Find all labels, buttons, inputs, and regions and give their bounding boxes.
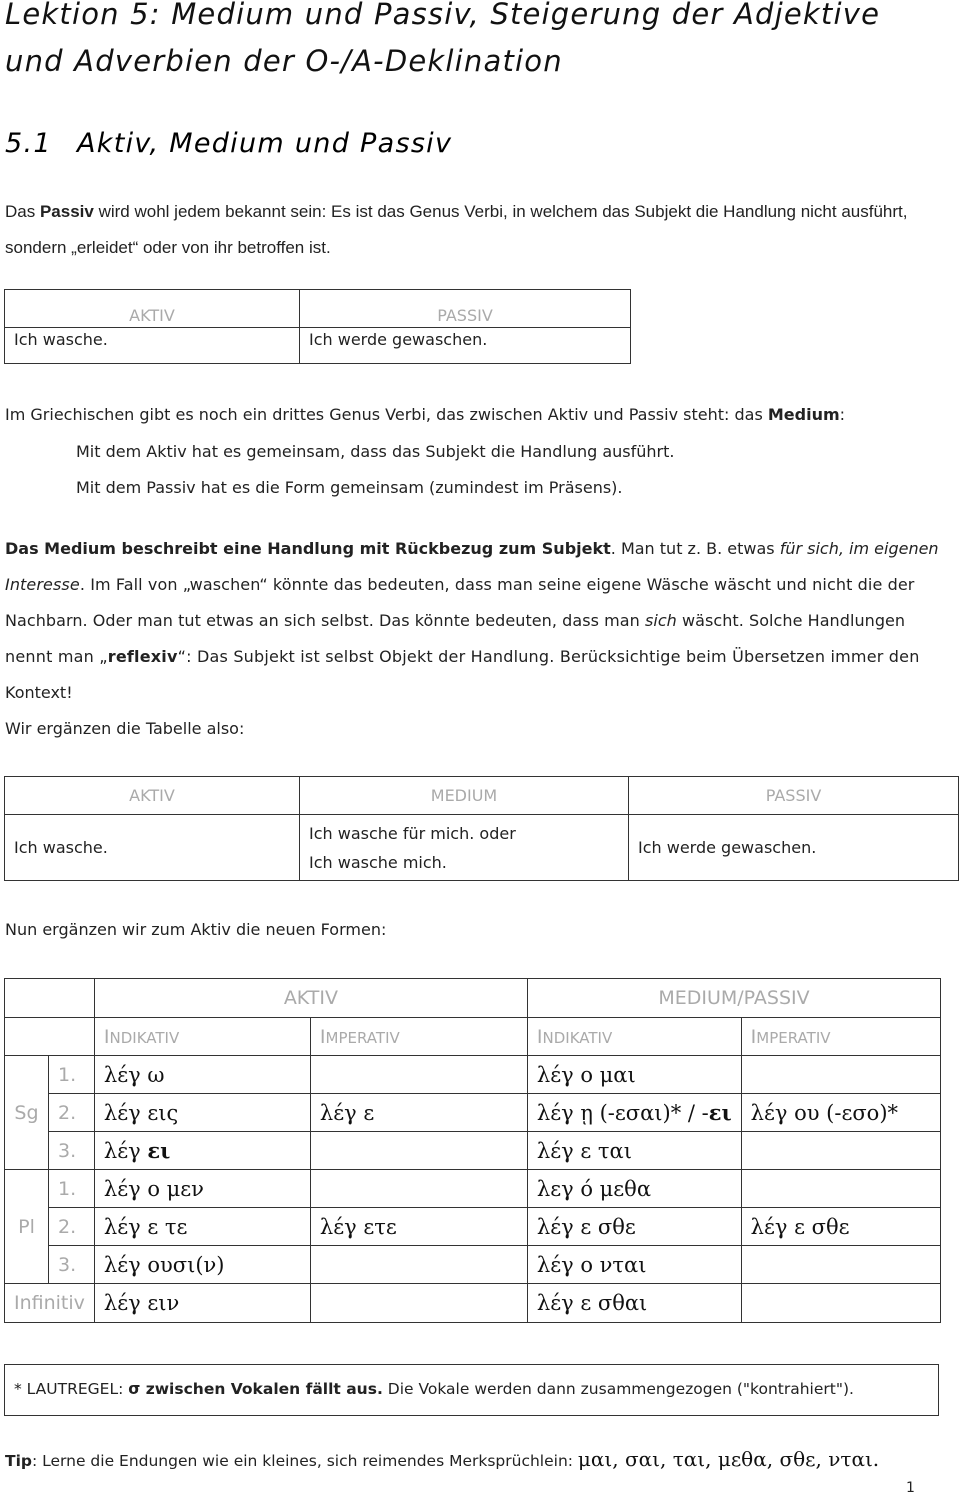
t3-inf-aktiv: λέγ ειν <box>94 1284 310 1323</box>
t3-cell: λέγ ο μεν <box>94 1170 310 1208</box>
medium-intro-bold: Medium <box>767 405 840 424</box>
t2-aktiv: Ich wasche. <box>5 815 300 881</box>
medium-intro <box>5 405 845 424</box>
rule-prefix: * LAUTREGEL: <box>14 1380 129 1398</box>
conjugation-table <box>4 978 941 1323</box>
table3-intro: Nun ergänzen wir zum Aktiv die neuen Formen: <box>5 920 387 939</box>
t3-sub-ind-aktiv <box>94 1018 310 1056</box>
t3-cell <box>741 1170 940 1208</box>
t3-label-infinitiv: Infinitiv <box>5 1284 95 1323</box>
t3-row-num: 1. <box>48 1056 94 1094</box>
t1-aktiv: Ich wasche. <box>5 328 300 364</box>
medium-desc-l1-rest: . Man tut z. B. etwas <box>610 539 780 558</box>
medium-desc-line2 <box>5 575 914 594</box>
medium-desc-bold: Das Medium beschreibt eine Handlung mit Rückbezug zum Subjekt <box>5 539 611 558</box>
t2-header-aktiv: AKTIV <box>5 777 300 815</box>
page-title-line1: Lektion 5: Medium und Passiv, Steigerung der Adjektive <box>5 0 881 31</box>
t2-medium <box>300 815 629 881</box>
t3-cell-text: λέγ <box>103 1139 148 1163</box>
t3-cell <box>310 1132 527 1170</box>
t3-cell <box>94 1132 310 1170</box>
intro-paragraph <box>5 194 935 266</box>
t3-cell: λέγ ε σθε <box>527 1208 741 1246</box>
medium-desc-l2-italic: Interesse <box>5 575 80 594</box>
t3-sub-imp-medium <box>741 1018 940 1056</box>
t3-cell: λέγ εις <box>94 1094 310 1132</box>
t3-ind-aktiv-rest: NDIKATIV <box>109 1028 180 1047</box>
t3-cell <box>741 1056 940 1094</box>
medium-desc-line3 <box>5 611 905 630</box>
t3-cell-text: λέγ ῃ (-εσαι)* / - <box>536 1101 709 1125</box>
t3-imp-medium-initial: I <box>750 1025 757 1048</box>
t3-cell: λέγ ο μαι <box>527 1056 741 1094</box>
table-aktiv-passiv <box>4 289 631 364</box>
t3-cell <box>527 1094 741 1132</box>
t1-header-passiv: PASSIV <box>300 290 631 328</box>
medium-desc-l3-a: Nachbarn. Oder man tut etwas an sich selbst. Das könnte bedeuten, dass man <box>5 611 645 630</box>
t3-cell <box>741 1246 940 1284</box>
t3-row-num: 2. <box>48 1208 94 1246</box>
section-heading <box>5 128 452 159</box>
t3-cell: λέγ ετε <box>310 1208 527 1246</box>
medium-intro-end: : <box>839 405 846 424</box>
t2-medium-line2: Ich wasche mich. <box>309 852 447 872</box>
t3-cell: λέγ ε τε <box>94 1208 310 1246</box>
t3-sub-imp-aktiv <box>310 1018 527 1056</box>
intro-text-c: wird wohl jedem bekannt sein: Es ist das Genus Verbi, in welchem das Subjekt die Handlung nicht ausführt, sondern „erleidet“ oder von ihr betroffen ist. <box>5 202 908 257</box>
t3-cell: λέγ ουσι(ν) <box>94 1246 310 1284</box>
t3-cell: λέγ ε <box>310 1094 527 1132</box>
intro-text-a: Das <box>5 202 40 221</box>
t3-ind-medium-initial: I <box>536 1025 543 1048</box>
t3-label-pl: Pl <box>5 1170 49 1284</box>
t3-inf-aktiv-imp <box>310 1284 527 1323</box>
medium-desc-line5: Kontext! <box>5 683 73 702</box>
t2-passiv: Ich werde gewaschen. <box>629 815 959 881</box>
page-title-line2: und Adverbien der O-/A-Deklination <box>5 44 563 78</box>
medium-intro-text: Im Griechischen gibt es noch ein drittes Genus Verbi, das zwischen Aktiv und Passiv steht: das <box>5 405 768 424</box>
t2-medium-line1: Ich wasche für mich. oder <box>309 823 516 843</box>
table-aktiv-medium-passiv <box>4 776 959 881</box>
rule-rest: Die Vokale werden dann zusammengezogen ("kontrahiert"). <box>382 1380 854 1398</box>
t3-row-num: 2. <box>48 1094 94 1132</box>
section-number: 5.1 <box>5 128 52 159</box>
t3-cell: λέγ ε ται <box>527 1132 741 1170</box>
t3-empty-corner <box>5 979 95 1018</box>
t3-cell: λέγ ε σθε <box>741 1208 940 1246</box>
t1-header-aktiv: AKTIV <box>5 290 300 328</box>
t3-ind-medium-rest: NDIKATIV <box>542 1028 613 1047</box>
t1-passiv: Ich werde gewaschen. <box>300 328 631 364</box>
medium-desc-l3-b: wäscht. Solche Handlungen <box>676 611 906 630</box>
t3-imp-aktiv-initial: I <box>319 1025 326 1048</box>
t3-ind-aktiv-initial: I <box>103 1025 110 1048</box>
section-title: Aktiv, Medium und Passiv <box>77 128 453 159</box>
t3-label-sg: Sg <box>5 1056 49 1170</box>
medium-desc-l4-a: nennt man „ <box>5 647 108 666</box>
t2-header-medium: MEDIUM <box>300 777 629 815</box>
medium-desc-line4 <box>5 647 920 666</box>
t3-cell <box>741 1132 940 1170</box>
t3-imp-aktiv-rest: MPERATIV <box>325 1028 400 1047</box>
intro-bold-passiv: Passiv <box>39 202 94 221</box>
medium-point-1: Mit dem Aktiv hat es gemeinsam, dass das Subjekt die Handlung ausführt. <box>76 442 675 461</box>
tip-text: : Lerne die Endungen wie ein kleines, sich reimendes Merksprüchlein: <box>31 1452 578 1470</box>
t3-row-num: 3. <box>48 1246 94 1284</box>
tip-bold: Tip <box>5 1452 32 1470</box>
t3-inf-medium-imp <box>741 1284 940 1323</box>
rule-bold: σ zwischen Vokalen fällt aus. <box>128 1380 383 1398</box>
t3-cell <box>310 1246 527 1284</box>
tip-line <box>5 1447 879 1471</box>
medium-desc-l4-bold: reflexiv <box>107 647 178 666</box>
table2-intro: Wir ergänzen die Tabelle also: <box>5 719 245 738</box>
t3-row-num: 1. <box>48 1170 94 1208</box>
rule-box <box>4 1364 939 1416</box>
t3-header-medium-passiv: MEDIUM/PASSIV <box>527 979 940 1018</box>
t3-inf-medium: λέγ ε σθαι <box>527 1284 741 1323</box>
t3-cell: λέγ ω <box>94 1056 310 1094</box>
medium-desc-l1-italic: für sich, im eigenen <box>779 539 939 558</box>
medium-desc-l3-italic: sich <box>644 611 677 630</box>
medium-desc-l4-b: “: Das Subjekt ist selbst Objekt der Handlung. Berücksichtige beim Übersetzen immer den <box>177 647 920 666</box>
t3-row-num: 3. <box>48 1132 94 1170</box>
t3-cell <box>310 1056 527 1094</box>
t3-empty-corner-2 <box>5 1018 95 1056</box>
page-number: 1 <box>906 1480 915 1496</box>
t3-cell: λέγ ο νται <box>527 1246 741 1284</box>
t3-sub-ind-medium <box>527 1018 741 1056</box>
t2-header-passiv: PASSIV <box>629 777 959 815</box>
t3-header-aktiv: AKTIV <box>94 979 527 1018</box>
t3-imp-medium-rest: MPERATIV <box>756 1028 831 1047</box>
t3-cell-bold: ει <box>708 1100 732 1125</box>
t3-cell-bold: ει <box>147 1138 171 1163</box>
t3-cell: λεγ ό μεθα <box>527 1170 741 1208</box>
medium-point-2: Mit dem Passiv hat es die Form gemeinsam (zumindest im Präsens). <box>76 478 623 497</box>
t3-cell <box>310 1170 527 1208</box>
t3-cell: λέγ ου (-εσο)* <box>741 1094 940 1132</box>
medium-desc-line1 <box>5 539 939 558</box>
tip-greek-endings: μαι, σαι, ται, μεθα, σθε, νται. <box>577 1447 880 1471</box>
rule-text <box>14 1380 854 1398</box>
medium-desc-l2-rest: . Im Fall von „waschen“ könnte das bedeuten, dass man seine eigene Wäsche wäscht und nicht die der <box>79 575 915 594</box>
